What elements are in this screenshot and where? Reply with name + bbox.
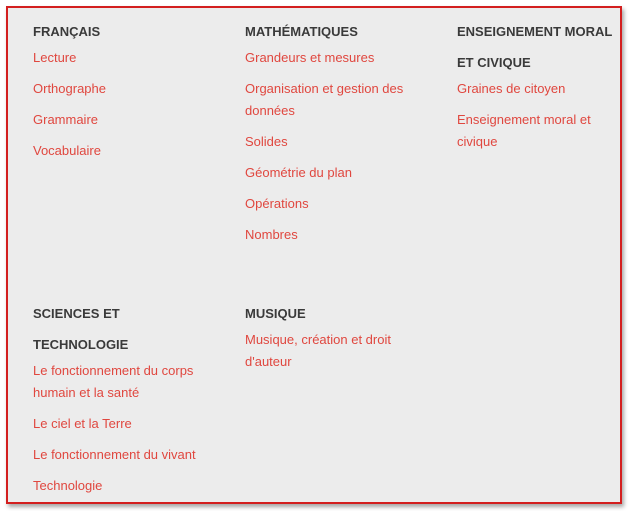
link-technologie[interactable]: Technologie — [33, 478, 103, 493]
link-nombres[interactable]: Nombres — [245, 227, 298, 242]
section-links — [33, 360, 208, 497]
subject-menu-panel — [6, 6, 622, 504]
section-enseignement-moral-civique — [457, 16, 617, 162]
section-sciences-technologie — [33, 298, 208, 506]
link-orthographe[interactable]: Orthographe — [33, 81, 106, 96]
section-heading: MUSIQUE — [245, 306, 306, 321]
link-musique-creation-droit-auteur[interactable]: Musique, création et droit d'auteur — [245, 332, 391, 369]
section-mathematiques — [245, 16, 425, 255]
section-musique — [245, 298, 405, 382]
section-heading: ENSEIGNEMENT MORAL ET CIVIQUE — [457, 24, 613, 70]
link-operations[interactable]: Opérations — [245, 196, 309, 211]
link-lecture[interactable]: Lecture — [33, 50, 77, 65]
section-links — [33, 47, 223, 162]
section-links — [245, 329, 405, 373]
section-heading: SCIENCES ET TECHNOLOGIE — [33, 306, 129, 352]
link-ciel-et-terre[interactable]: Le ciel et la Terre — [33, 416, 132, 431]
link-organisation-gestion-donnees[interactable]: Organisation et gestion des données — [245, 81, 404, 118]
link-corps-humain-sante[interactable]: Le fonctionnement du corps humain et la santé — [33, 363, 194, 400]
link-solides[interactable]: Solides — [245, 134, 288, 149]
section-links — [245, 47, 425, 246]
link-vocabulaire[interactable]: Vocabulaire — [33, 143, 101, 158]
link-grammaire[interactable]: Grammaire — [33, 112, 99, 127]
section-heading: MATHÉMATIQUES — [245, 24, 358, 39]
link-graines-de-citoyen[interactable]: Graines de citoyen — [457, 81, 566, 96]
section-francais — [33, 16, 223, 171]
link-grandeurs-et-mesures[interactable]: Grandeurs et mesures — [245, 50, 375, 65]
section-heading: FRANÇAIS — [33, 24, 101, 39]
link-enseignement-moral-civique[interactable]: Enseignement moral et civique — [457, 112, 591, 149]
section-links — [457, 78, 617, 153]
link-geometrie-du-plan[interactable]: Géométrie du plan — [245, 165, 352, 180]
link-fonctionnement-du-vivant[interactable]: Le fonctionnement du vivant — [33, 447, 196, 462]
